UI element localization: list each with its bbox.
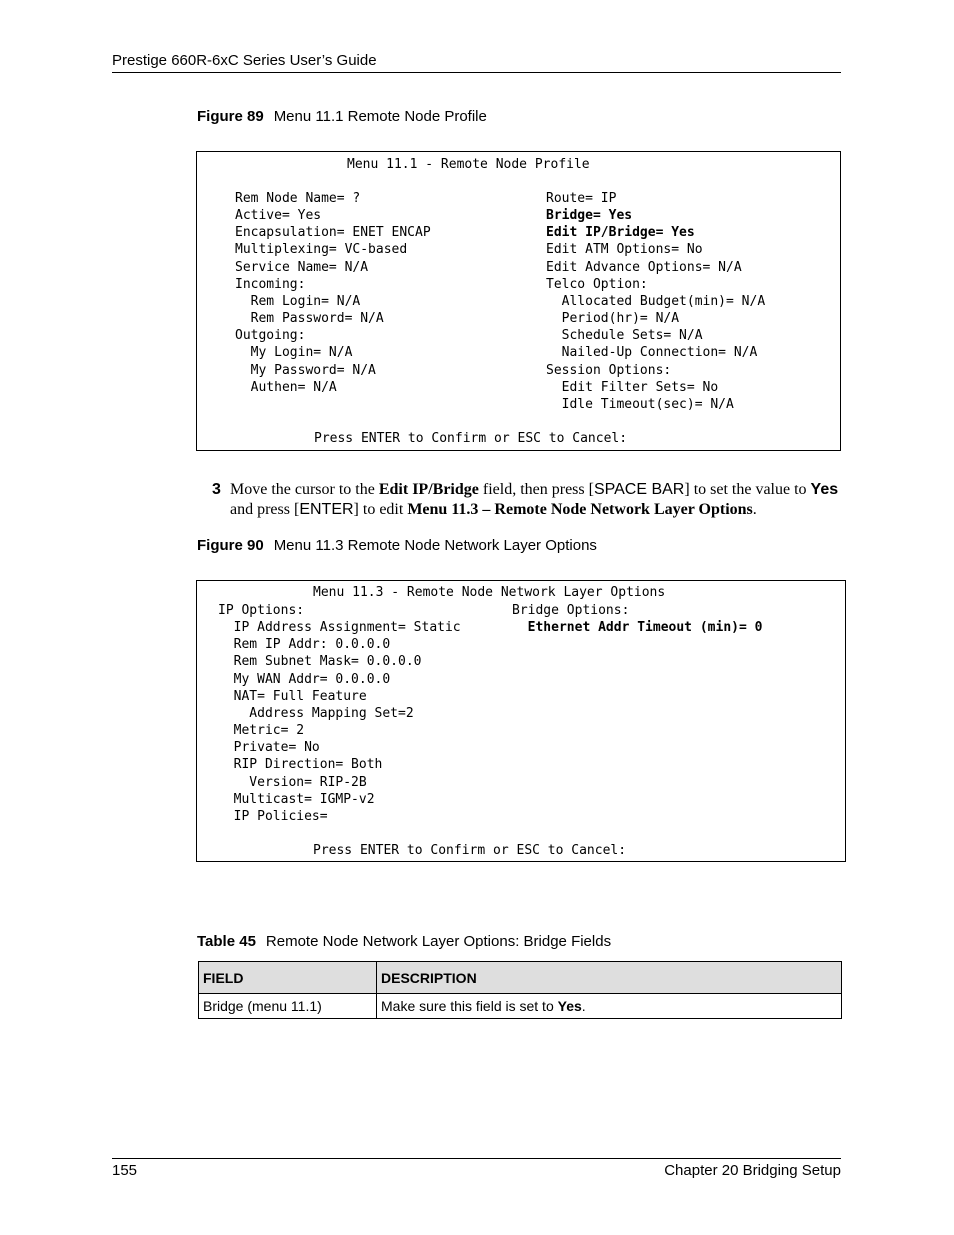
screen-line: Nailed-Up Connection= N/A [546, 345, 758, 361]
menu-11-3-right-column [512, 602, 762, 636]
screen-line: Address Mapping Set=2 [218, 705, 414, 721]
screen-line: Service Name= N/A [235, 259, 369, 275]
menu-11-3-screen [196, 580, 846, 862]
screen-line: IP Address Assignment= Static [218, 620, 461, 636]
screen-line: Edit Advance Options= N/A [546, 259, 742, 275]
page-number: 155 [112, 1162, 138, 1179]
step-key-name: ENTER [299, 501, 354, 518]
description-value: Yes [557, 998, 582, 1014]
table-row [199, 994, 842, 1019]
screen-line: Period(hr)= N/A [546, 311, 680, 327]
table-header-row [199, 962, 842, 994]
screen-line: Rem Password= N/A [235, 311, 384, 327]
screen-line: Version= RIP-2B [218, 774, 367, 790]
menu-11-1-title: Menu 11.1 - Remote Node Profile [347, 157, 590, 172]
screen-line: Allocated Budget(min)= N/A [546, 293, 766, 309]
step-3-text [230, 480, 852, 520]
table-45-title: Remote Node Network Layer Options: Bridge Fields [265, 933, 612, 950]
step-number: 3 [212, 481, 221, 498]
step-text: ] to set the value to [684, 481, 811, 498]
step-key-name: SPACE BAR [593, 481, 685, 498]
screen-line: Outgoing: [235, 328, 306, 344]
screen-line: IP Options: [218, 603, 305, 618]
description-text: Make sure this field is set to [381, 998, 558, 1014]
screen-line: NAT= Full Feature [218, 688, 367, 704]
step-text: . [752, 501, 757, 518]
table-cell-field: Bridge (menu 11.1) [199, 994, 377, 1019]
screen-line: Metric= 2 [218, 723, 305, 739]
screen-line: Schedule Sets= N/A [546, 328, 703, 344]
screen-line-highlight: Ethernet Addr Timeout (min)= 0 [512, 620, 763, 636]
table-45-label: Table 45 [197, 933, 256, 950]
table-cell-description [377, 994, 842, 1019]
chapter-title: Chapter 20 Bridging Setup [664, 1162, 841, 1179]
screen-line-highlight: Bridge= Yes [546, 208, 633, 224]
step-text: field, then press [ [478, 481, 594, 498]
menu-11-1-left-column [235, 190, 431, 396]
step-field-name: Edit IP/Bridge [378, 481, 479, 498]
figure-90-title: Menu 11.3 Remote Node Network Layer Options [273, 537, 597, 554]
bridge-fields-table [198, 961, 842, 1019]
step-value: Yes [810, 481, 839, 498]
screen-line: Edit Filter Sets= No [546, 379, 719, 395]
screen-line: Rem Subnet Mask= 0.0.0.0 [218, 654, 422, 670]
header-rule [112, 72, 841, 73]
table-45-caption [197, 933, 611, 950]
figure-89-caption [197, 108, 487, 125]
figure-90-caption [197, 537, 597, 554]
screen-line: Rem Node Name= ? [235, 191, 361, 206]
screen-line: Bridge Options: [512, 603, 630, 618]
screen-line: Session Options: [546, 362, 672, 378]
menu-11-1-prompt: Press ENTER to Confirm or ESC to Cancel: [314, 431, 628, 446]
screen-line: Incoming: [235, 276, 306, 292]
screen-line: Idle Timeout(sec)= N/A [546, 396, 734, 412]
footer-rule [112, 1158, 841, 1159]
screen-line: My Login= N/A [235, 345, 353, 361]
figure-90-label: Figure 90 [197, 537, 264, 554]
menu-11-3-left-column [218, 602, 461, 825]
screen-line: Private= No [218, 740, 320, 756]
column-header-field: FIELD [199, 962, 377, 994]
step-text: and press [ [230, 501, 300, 518]
screen-line: Rem IP Addr: 0.0.0.0 [218, 637, 391, 653]
screen-line: RIP Direction= Both [218, 757, 383, 773]
screen-line: Authen= N/A [235, 379, 337, 395]
screen-line: Edit ATM Options= No [546, 242, 703, 258]
figure-89-title: Menu 11.1 Remote Node Profile [273, 108, 487, 125]
screen-line: Multicast= IGMP-v2 [218, 791, 375, 807]
menu-11-3-title: Menu 11.3 - Remote Node Network Layer Options [313, 585, 666, 600]
screen-line: IP Policies= [218, 808, 328, 824]
screen-line-highlight: Edit IP/Bridge= Yes [546, 225, 695, 241]
running-header: Prestige 660R-6xC Series User’s Guide [112, 52, 377, 69]
screen-line: Multiplexing= VC-based [235, 242, 408, 258]
column-header-description: DESCRIPTION [377, 962, 842, 994]
screen-line: Active= Yes [235, 208, 322, 224]
description-text: . [581, 998, 586, 1014]
step-text: Move the cursor to the [230, 481, 379, 498]
step-text: ] to edit [353, 501, 408, 518]
screen-line: Route= IP [546, 191, 617, 206]
screen-line: My WAN Addr= 0.0.0.0 [218, 671, 391, 687]
menu-11-1-screen [196, 151, 841, 451]
screen-line: Telco Option: [546, 276, 648, 292]
menu-11-1-right-column [546, 190, 765, 413]
screen-line: Encapsulation= ENET ENCAP [235, 225, 431, 241]
screen-line: Rem Login= N/A [235, 293, 361, 309]
figure-89-label: Figure 89 [197, 108, 264, 125]
screen-line: My Password= N/A [235, 362, 376, 378]
step-menu-name: Menu 11.3 – Remote Node Network Layer Options [407, 501, 753, 518]
menu-11-3-prompt: Press ENTER to Confirm or ESC to Cancel: [313, 843, 627, 858]
